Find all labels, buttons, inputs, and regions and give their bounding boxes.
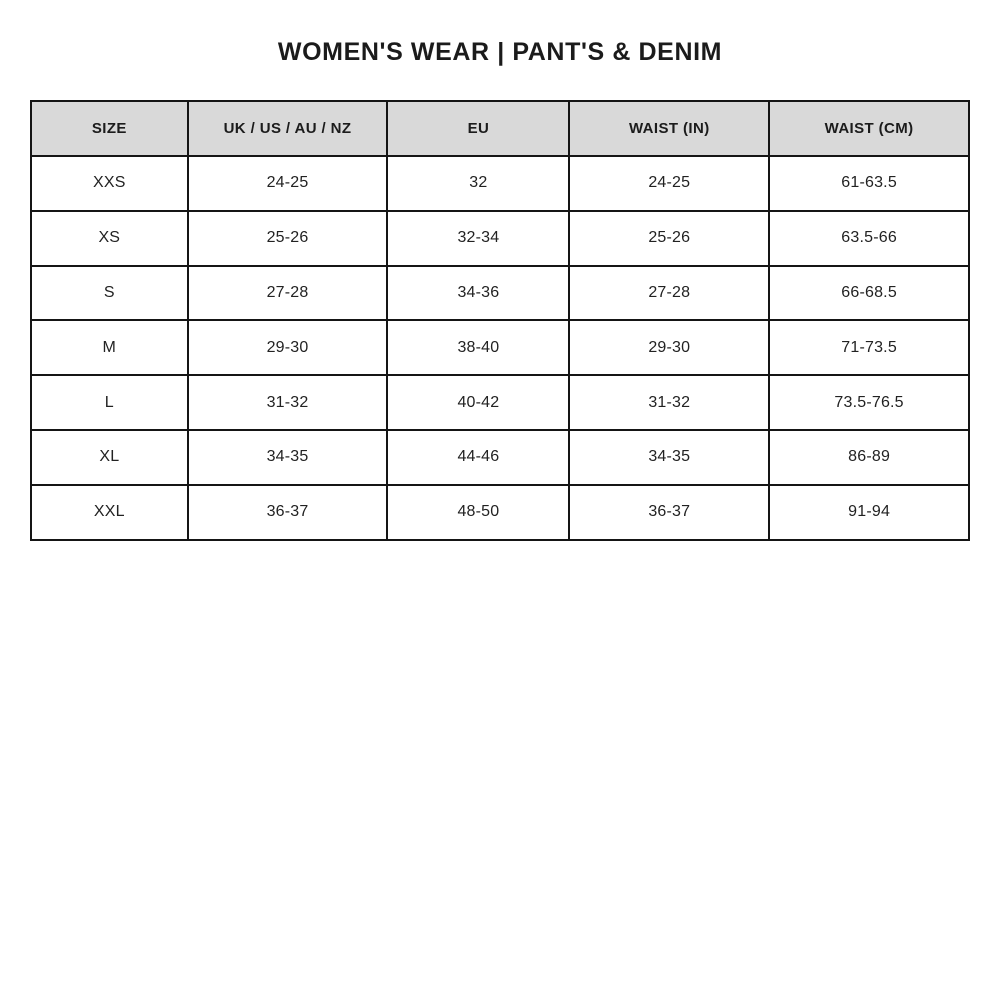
table-row — [31, 156, 969, 211]
size-cell: S — [31, 266, 188, 321]
size-cell: M — [31, 320, 188, 375]
table-cell: 29-30 — [188, 320, 388, 375]
table-cell: 36-37 — [188, 485, 388, 540]
page-title: WOMEN'S WEAR | PANT'S & DENIM — [277, 38, 723, 66]
table-cell: 34-36 — [387, 266, 569, 321]
size-cell: XXL — [31, 485, 188, 540]
table-cell: 86-89 — [769, 430, 969, 485]
size-chart-table — [30, 100, 970, 541]
table-cell: 34-35 — [188, 430, 388, 485]
table-cell: 36-37 — [569, 485, 769, 540]
column-header-0: SIZE — [31, 101, 188, 156]
table-cell: 27-28 — [188, 266, 388, 321]
table-row — [31, 375, 969, 430]
table-cell: 29-30 — [569, 320, 769, 375]
table-cell: 25-26 — [188, 211, 388, 266]
table-body — [31, 156, 969, 540]
table-cell: 63.5-66 — [769, 211, 969, 266]
table-cell: 31-32 — [569, 375, 769, 430]
table-cell: 31-32 — [188, 375, 388, 430]
table-cell: 38-40 — [387, 320, 569, 375]
table-cell: 71-73.5 — [769, 320, 969, 375]
table-row — [31, 320, 969, 375]
table-cell: 61-63.5 — [769, 156, 969, 211]
table-cell: 40-42 — [387, 375, 569, 430]
table-row — [31, 266, 969, 321]
table-cell: 24-25 — [569, 156, 769, 211]
size-cell: XXS — [31, 156, 188, 211]
table-cell: 27-28 — [569, 266, 769, 321]
header-row — [31, 101, 969, 156]
table-row — [31, 211, 969, 266]
column-header-4: WAIST (CM) — [769, 101, 969, 156]
table-cell: 32 — [387, 156, 569, 211]
column-header-1: UK / US / AU / NZ — [188, 101, 388, 156]
table-cell: 91-94 — [769, 485, 969, 540]
size-cell: XL — [31, 430, 188, 485]
column-header-2: EU — [387, 101, 569, 156]
table-cell: 32-34 — [387, 211, 569, 266]
table-cell: 44-46 — [387, 430, 569, 485]
table-cell: 34-35 — [569, 430, 769, 485]
size-cell: XS — [31, 211, 188, 266]
table-header — [31, 101, 969, 156]
column-header-3: WAIST (IN) — [569, 101, 769, 156]
table-cell: 48-50 — [387, 485, 569, 540]
size-cell: L — [31, 375, 188, 430]
table-row — [31, 485, 969, 540]
table-cell: 73.5-76.5 — [769, 375, 969, 430]
table-cell: 25-26 — [569, 211, 769, 266]
table-cell: 66-68.5 — [769, 266, 969, 321]
table-cell: 24-25 — [188, 156, 388, 211]
table-row — [31, 430, 969, 485]
